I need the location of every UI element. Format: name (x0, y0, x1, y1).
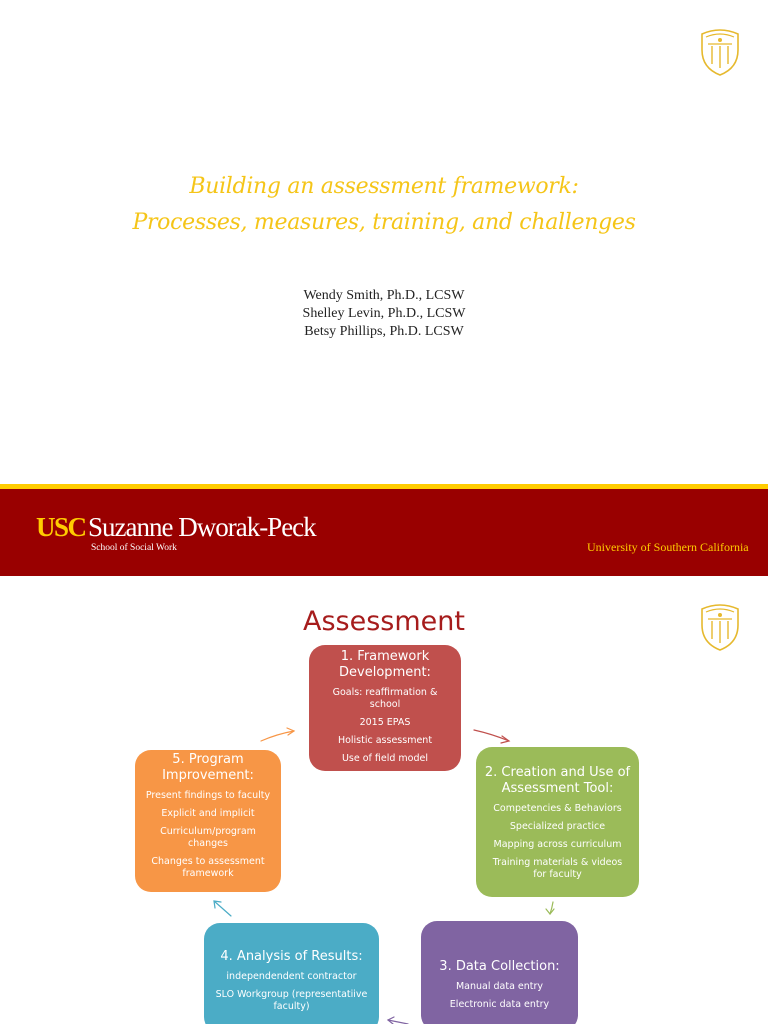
step-analysis-of-results (204, 923, 379, 1024)
step-title: 1. Framework Development: (339, 649, 431, 680)
arrow-4-to-5 (214, 901, 231, 916)
step-framework-development (309, 645, 461, 771)
step-assessment-tool (476, 747, 639, 897)
university-name: University of Southern California (587, 540, 749, 554)
step-item: Curriculum/program changes (160, 826, 256, 849)
step-item: independendent contractor (226, 971, 357, 982)
step-program-improvement (135, 750, 281, 892)
arrow-3-to-4 (388, 1017, 408, 1024)
cycle-arrows (0, 576, 768, 1024)
presentation-title-line-1: Building an assessment framework: (189, 174, 579, 199)
step-item: Electronic data entry (449, 999, 550, 1010)
step-item: Changes to assessment framework (151, 856, 265, 879)
step-title: 2. Creation and Use of Assessment Tool: (484, 765, 631, 796)
step-data-collection (421, 921, 578, 1024)
step-item: Holistic assessment (337, 735, 433, 746)
assessment-slide (0, 576, 768, 1024)
step-item: Explicit and implicit (161, 808, 255, 819)
step-item: Manual data entry (455, 981, 544, 992)
arrow-5-to-1 (261, 728, 294, 741)
step-item: Goals: reaffirmation & school (332, 687, 438, 710)
step-title: 3. Data Collection: (439, 959, 560, 974)
step-item: Specialized practice (509, 821, 606, 832)
step-title: 4. Analysis of Results: (220, 949, 363, 964)
usc-wordmark: USC (36, 512, 86, 542)
author-name: Shelley Levin, Ph.D., LCSW (302, 306, 466, 321)
step-item: SLO Workgroup (representatiive faculty) (215, 989, 368, 1012)
step-item: Use of field model (341, 753, 429, 764)
step-item: Competencies & Behaviors (493, 803, 622, 814)
step-title: 5. Program Improvement: (162, 752, 254, 783)
step-item: Mapping across curriculum (493, 839, 622, 850)
presentation-title-line-2: Processes, measures, training, and challenges (132, 210, 636, 235)
arrow-1-to-2 (474, 730, 509, 743)
school-subtitle: School of Social Work (91, 543, 177, 553)
author-name: Betsy Phillips, Ph.D. LCSW (304, 324, 464, 339)
arrow-2-to-3 (546, 902, 554, 914)
slide-heading: Assessment (303, 606, 465, 637)
step-item: Training materials & videos for faculty (492, 857, 623, 880)
usc-seal-icon (699, 28, 741, 76)
school-name: Suzanne Dworak-Peck (88, 512, 316, 542)
author-name: Wendy Smith, Ph.D., LCSW (303, 288, 465, 303)
step-item: Present findings to faculty (145, 790, 271, 801)
step-item: 2015 EPAS (359, 717, 411, 728)
footer-gold-stripe (0, 484, 768, 489)
